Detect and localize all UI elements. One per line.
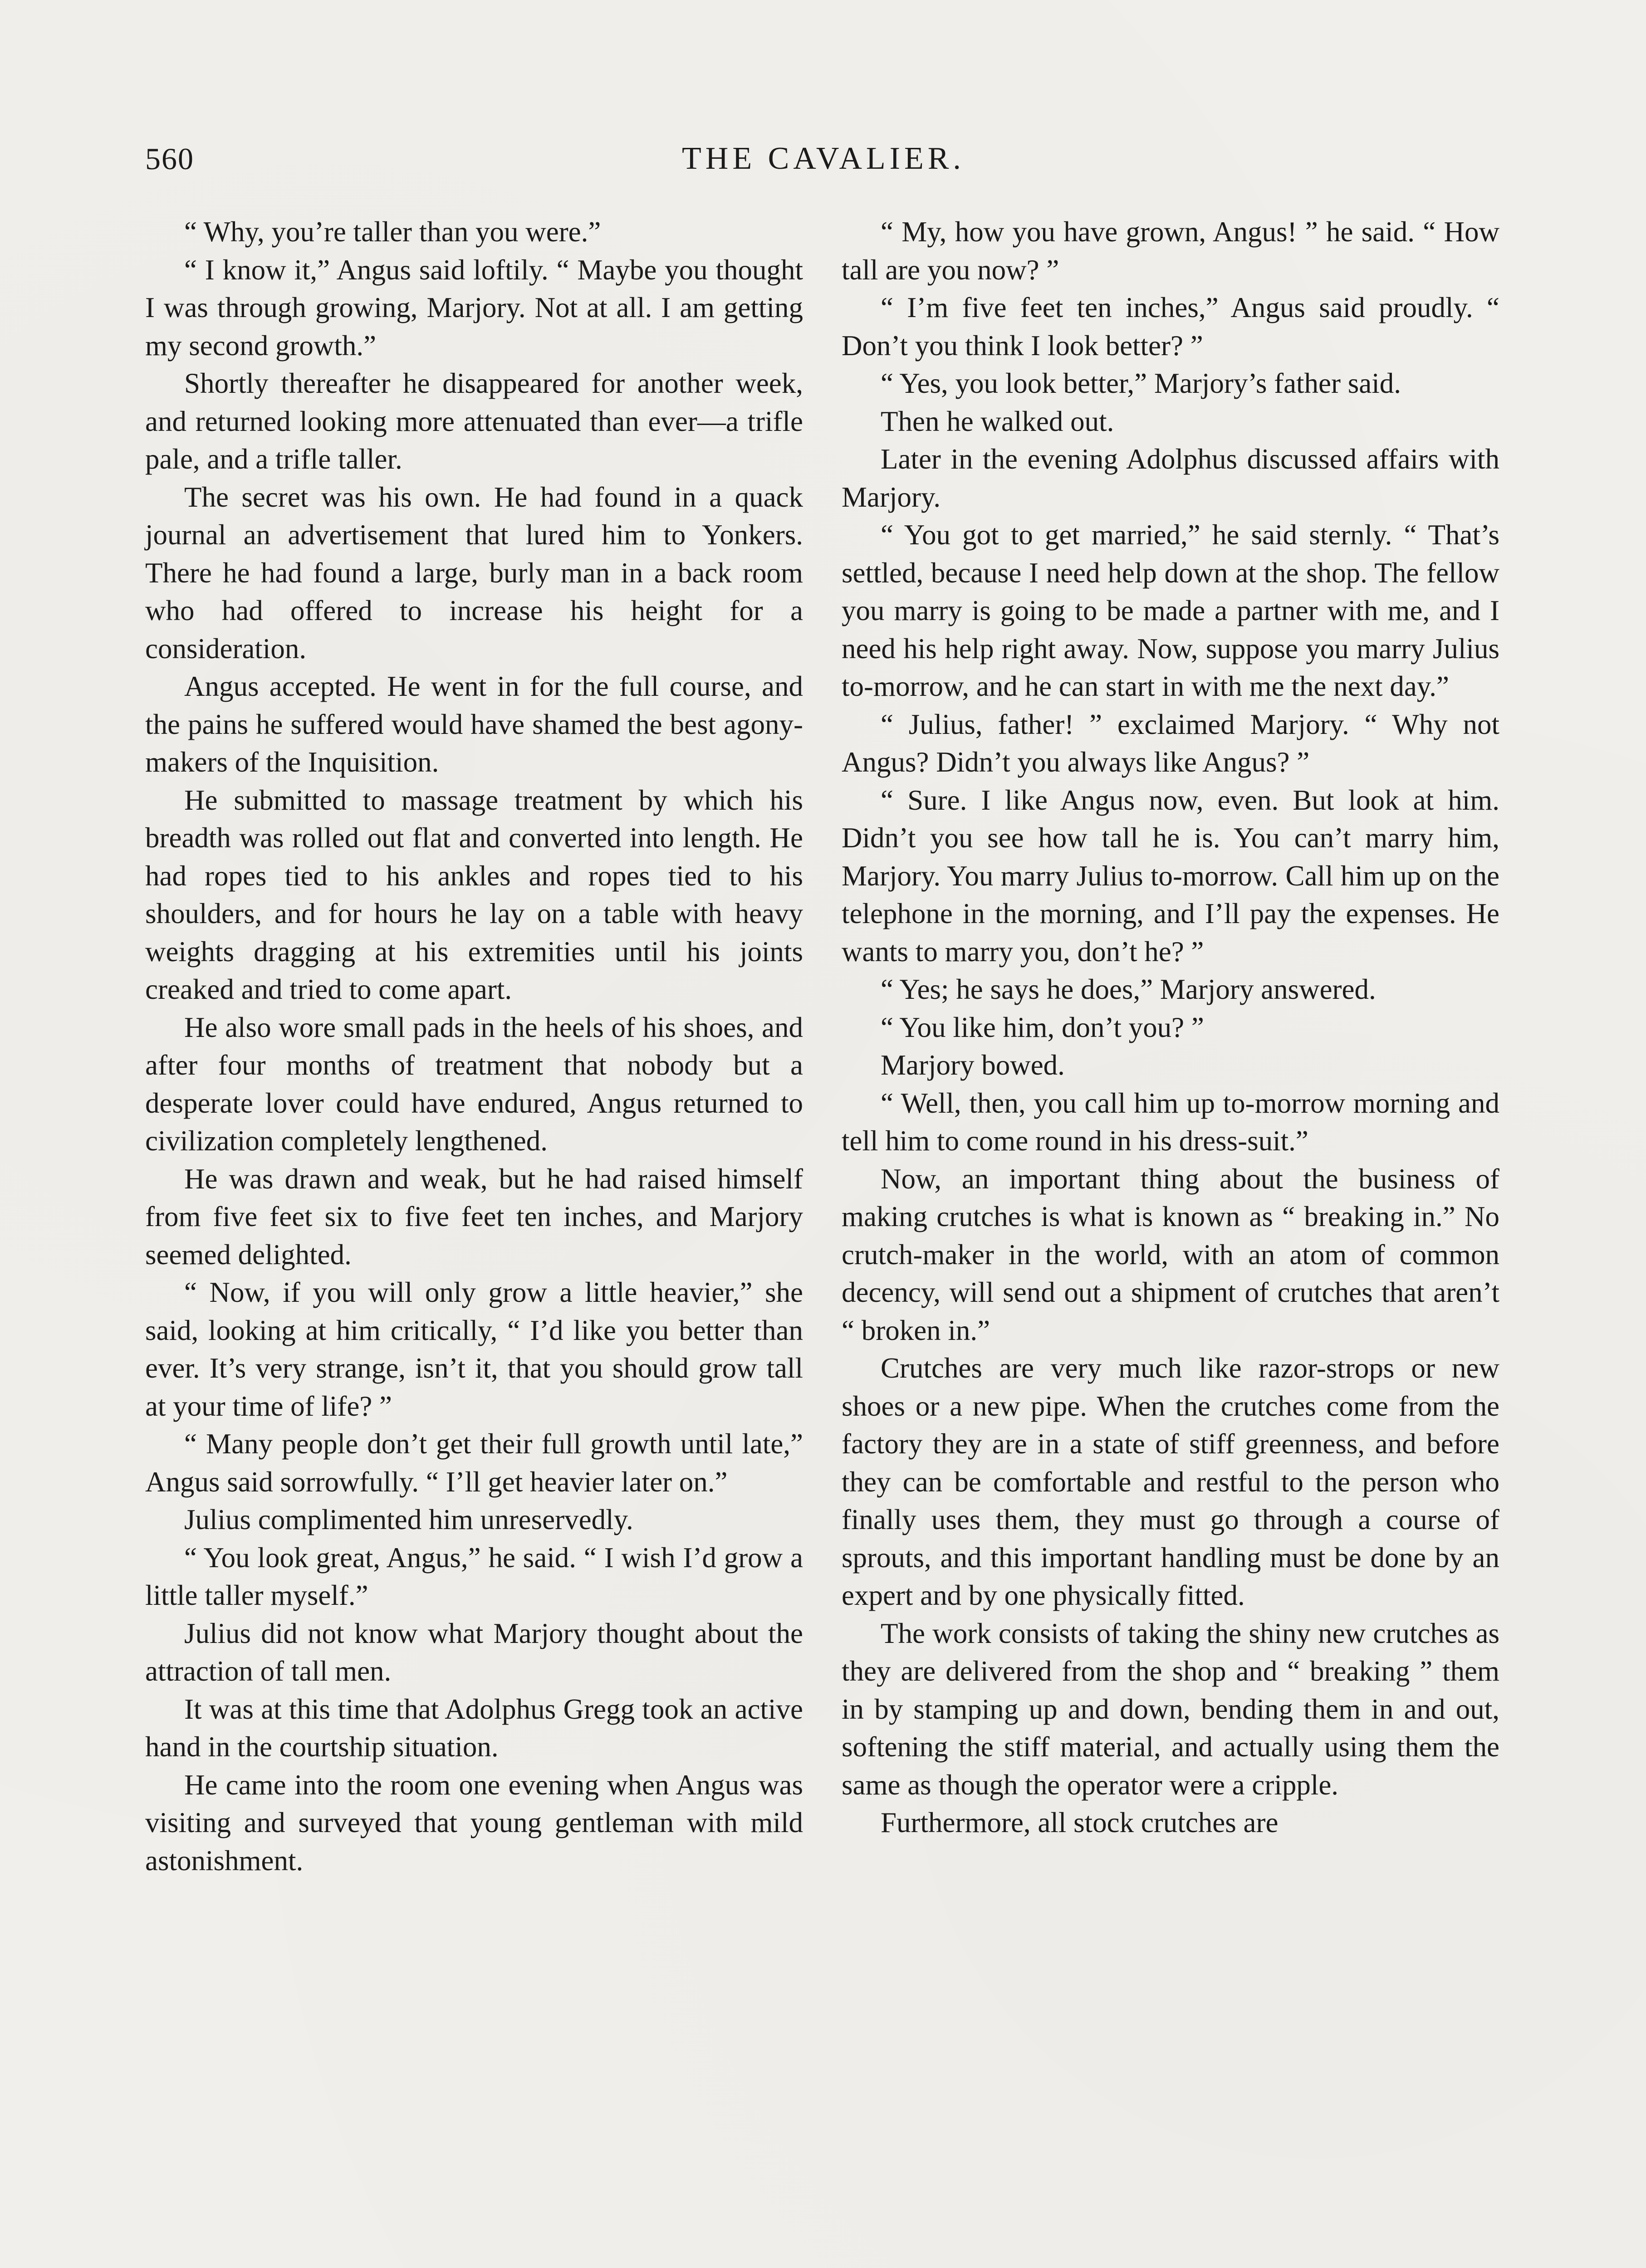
paragraph: “ Yes, you look better,” Marjory’s father said. <box>881 367 1401 399</box>
paragraph: “ I know it,” Angus said loftily. “ Maybe you thought I was through growing, Marjory. Not at all. I am getting my second growth.” <box>145 254 803 362</box>
paragraph: Furthermore, all stock crutches are <box>881 1807 1279 1838</box>
paragraph: Later in the evening Adolphus discussed affairs with Marjory. <box>842 443 1499 513</box>
paragraph: Julius did not know what Marjory thought about the attraction of tall men. <box>145 1617 803 1687</box>
paragraph: “ Many people don’t get their full growth until late,” Angus said sorrowfully. “ I’ll get heavier later on.” <box>145 1428 803 1498</box>
paragraph: “ Why, you’re taller than you were.” <box>184 216 601 248</box>
page-number: 560 <box>145 142 194 176</box>
paragraph: “ You look great, Angus,” he said. “ I wish I’d grow a little taller myself.” <box>145 1541 803 1611</box>
paragraph: “ Yes; he says he does,” Marjory answered. <box>881 973 1376 1005</box>
paragraph: “ Sure. I like Angus now, even. But look at him. Didn’t you see how tall he is. You can’t marry him, Marjory. You marry Julius to-morrow. Call him up on the telephone in the morning, and I’ll pay the expenses. He wants to marry you, don’t he? ” <box>842 784 1499 968</box>
paragraph: He came into the room one evening when Angus was visiting and surveyed that young gentleman with mild astonishment. <box>145 1769 803 1877</box>
page-header <box>145 136 1502 191</box>
paragraph: “ My, how you have grown, Angus! ” he said. “ How tall are you now? ” <box>842 216 1499 286</box>
paragraph: The work consists of taking the shiny new crutches as they are delivered from the shop and “ breaking ” them in by stamping up and down, bending them in and out, softening the stiff material, and actually using them the same as though the operator were a cripple. <box>842 1617 1499 1801</box>
right-column <box>842 213 1499 1842</box>
paragraph: “ Well, then, you call him up to-morrow morning and tell him to come round in his dress-suit.” <box>842 1087 1499 1157</box>
paragraph: “ You got to get married,” he said sternly. “ That’s settled, because I need help down at the shop. The fellow you marry is going to be made a partner with me, and I need his help right away. Now, suppose you marry Julius to-morrow, and he can start in with me the next day.” <box>842 519 1499 702</box>
paragraph: He was drawn and weak, but he had raised himself from five feet six to five feet ten inches, and Marjory seemed delighted. <box>145 1163 803 1271</box>
running-title: THE CAVALIER. <box>682 141 965 176</box>
paragraph: Shortly thereafter he disappeared for another week, and returned looking more attenuated than ever—a trifle pale, and a trifle taller. <box>145 367 803 475</box>
paragraph: The secret was his own. He had found in a quack journal an advertisement that lured him to Yonkers. There he had found a large, burly man in a back room who had offered to increase his height for a consideration. <box>145 481 803 665</box>
paragraph: Now, an important thing about the business of making crutches is what is known as “ breaking in.” No crutch-maker in the world, with an atom of common decency, will send out a shipment of crutches that aren’t “ broken in.” <box>842 1163 1499 1346</box>
paragraph: “ Now, if you will only grow a little heavier,” she said, looking at him critically, “ I’d like you better than ever. It’s very strange, isn’t it, that you should grow tall at your time of life? ” <box>145 1276 803 1422</box>
paragraph: Then he walked out. <box>881 405 1114 437</box>
paragraph: He submitted to massage treatment by which his breadth was rolled out flat and converted into length. He had ropes tied to his ankles and ropes tied to his shoulders, and for hours he lay on a table with heavy weights dragging at his extremities until his joints creaked and tried to come apart. <box>145 784 803 1005</box>
left-column <box>145 213 803 1880</box>
paragraph: “ You like him, don’t you? ” <box>881 1011 1204 1043</box>
paragraph: Marjory bowed. <box>881 1049 1065 1081</box>
paragraph: He also wore small pads in the heels of his shoes, and after four months of treatment that nobody but a desperate lover could have endured, Angus returned to civilization completely lengthened. <box>145 1011 803 1157</box>
paragraph: Crutches are very much like razor-strops or new shoes or a new pipe. When the crutches come from the factory they are in a state of stiff greenness, and before they can be comfortable and restful to the person who finally uses them, they must go through a course of sprouts, and this important handling must be done by an expert and by one physically fitted. <box>842 1352 1499 1611</box>
paragraph: Angus accepted. He went in for the full course, and the pains he suffered would have shamed the best agony-makers of the Inquisition. <box>145 670 803 778</box>
paragraph: It was at this time that Adolphus Gregg took an active hand in the courtship situation. <box>145 1693 803 1763</box>
paragraph: “ Julius, father! ” exclaimed Marjory. “ Why not Angus? Didn’t you always like Angus? ” <box>842 708 1499 778</box>
paragraph: Julius complimented him unreservedly. <box>184 1504 633 1535</box>
paragraph: “ I’m five feet ten inches,” Angus said proudly. “ Don’t you think I look better? ” <box>842 292 1499 362</box>
